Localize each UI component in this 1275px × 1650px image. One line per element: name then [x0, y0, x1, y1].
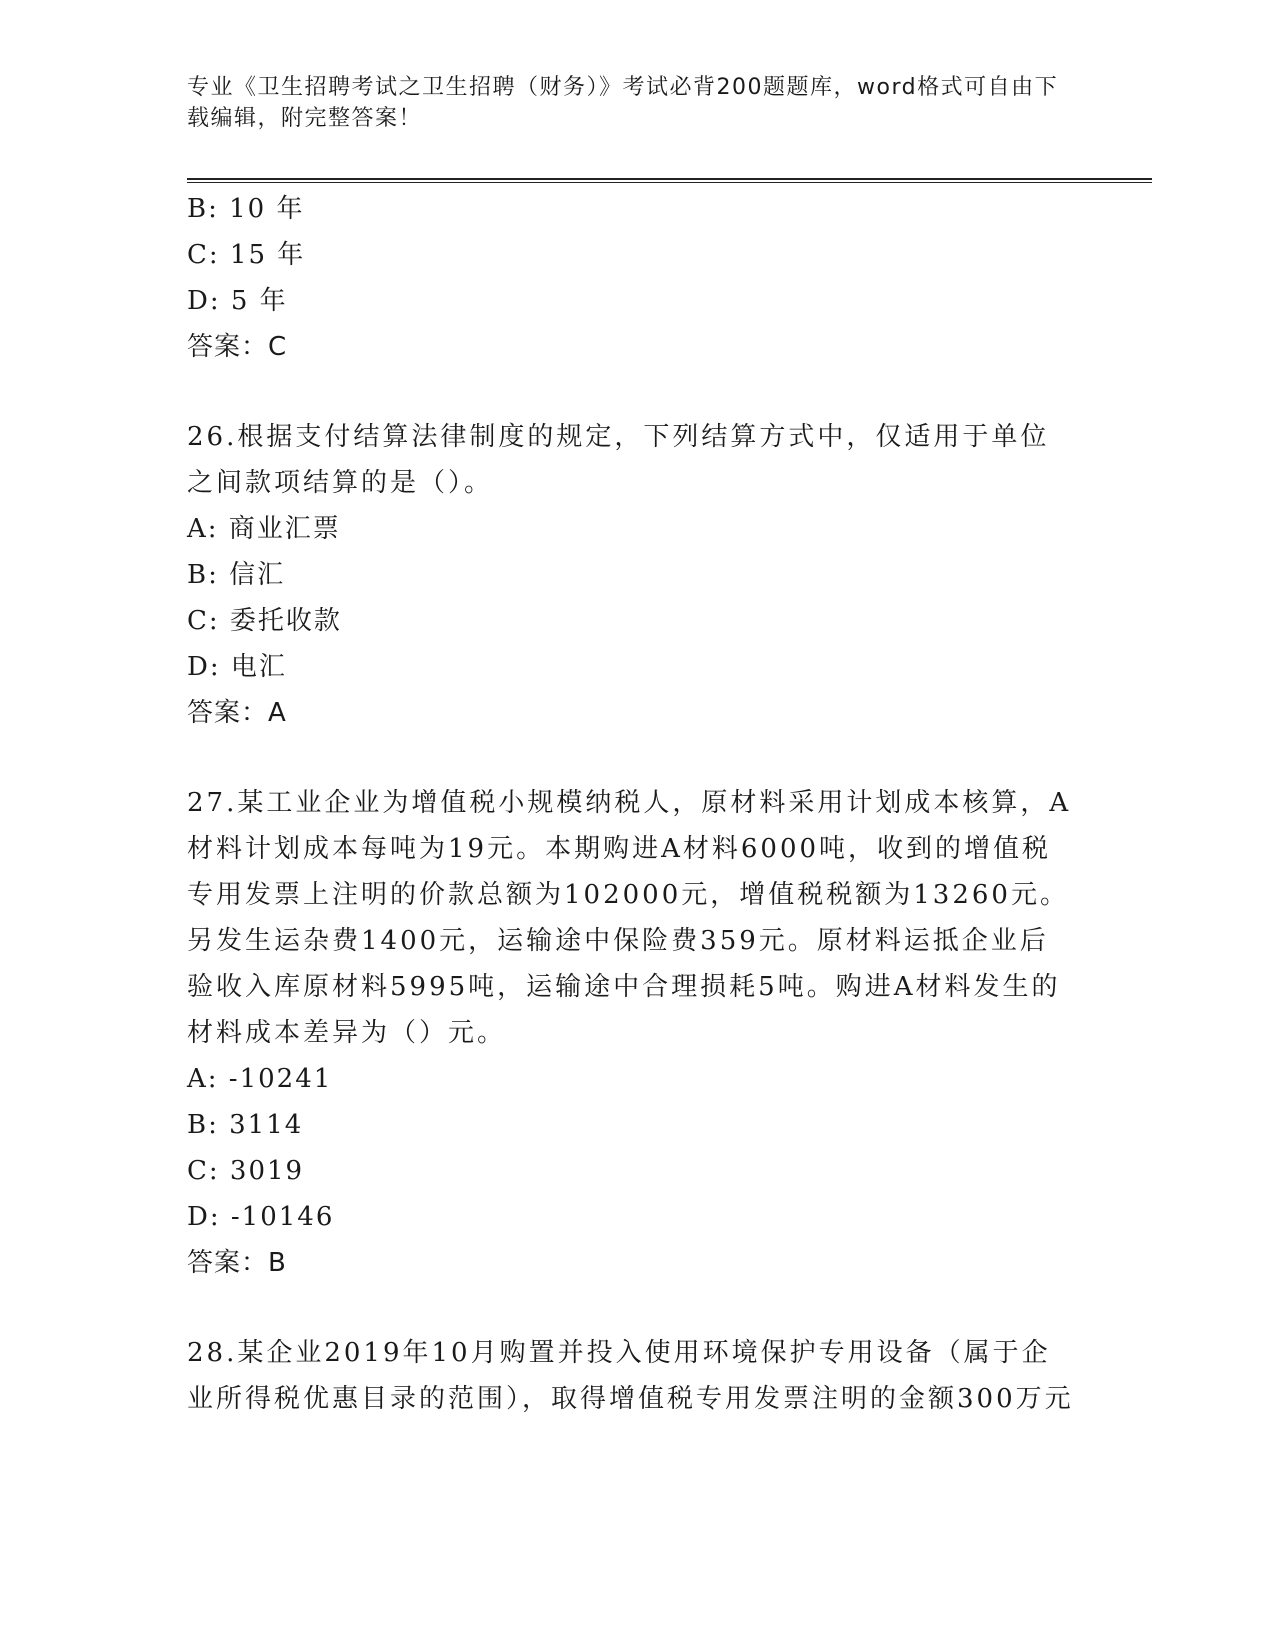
option-b: B: 10 年	[187, 194, 305, 224]
option-d: D: -10146	[187, 1202, 335, 1232]
option-d: D: 5 年	[187, 286, 288, 316]
option-b: B: 3114	[187, 1110, 304, 1140]
answer-line: 答案：B	[187, 1248, 287, 1278]
spacer	[187, 370, 1142, 414]
document-page	[187, 0, 1142, 1650]
question-stem: 27.某工业企业为增值税小规模纳税人，原材料采用计划成本核算，A材料计划成本每吨为19元。本期购进A材料6000吨，收到的增值税专用发票上注明的价款总额为102000元，增值税税额为13260元。另发生运杂费1400元，运输途中保险费359元。原材料运抵企业后验收入库原材料5995吨，运输途中合理损耗5吨。购进A材料发生的材料成本差异为（）元。	[187, 788, 1072, 1048]
question-28	[187, 1330, 1142, 1422]
option-c: C: 委托收款	[187, 606, 342, 636]
answer-line: 答案：C	[187, 332, 288, 362]
option-a: A: 商业汇票	[187, 514, 341, 544]
question-stem: 26.根据支付结算法律制度的规定，下列结算方式中，仅适用于单位之间款项结算的是（）。	[187, 422, 1050, 498]
spacer	[187, 736, 1142, 780]
option-d: D: 电汇	[187, 652, 287, 682]
question-stem: 28.某企业2019年10月购置并投入使用环境保护专用设备（属于企业所得税优惠目录的范围），取得增值税专用发票注明的金额300万元	[187, 1338, 1074, 1414]
header-divider	[187, 178, 1152, 183]
option-c: C: 3019	[187, 1156, 305, 1186]
answer-line: 答案：A	[187, 698, 287, 728]
spacer	[187, 1286, 1142, 1330]
question-27	[187, 780, 1142, 1286]
question-25-tail	[187, 186, 1142, 370]
option-a: A: -10241	[187, 1064, 333, 1094]
question-26	[187, 414, 1142, 736]
option-c: C: 15 年	[187, 240, 306, 270]
option-b: B: 信汇	[187, 560, 286, 590]
document-header: 专业《卫生招聘考试之卫生招聘（财务）》考试必背200题题库，word格式可自由下载编辑，附完整答案！	[187, 75, 1059, 131]
document-body	[187, 186, 1142, 1422]
